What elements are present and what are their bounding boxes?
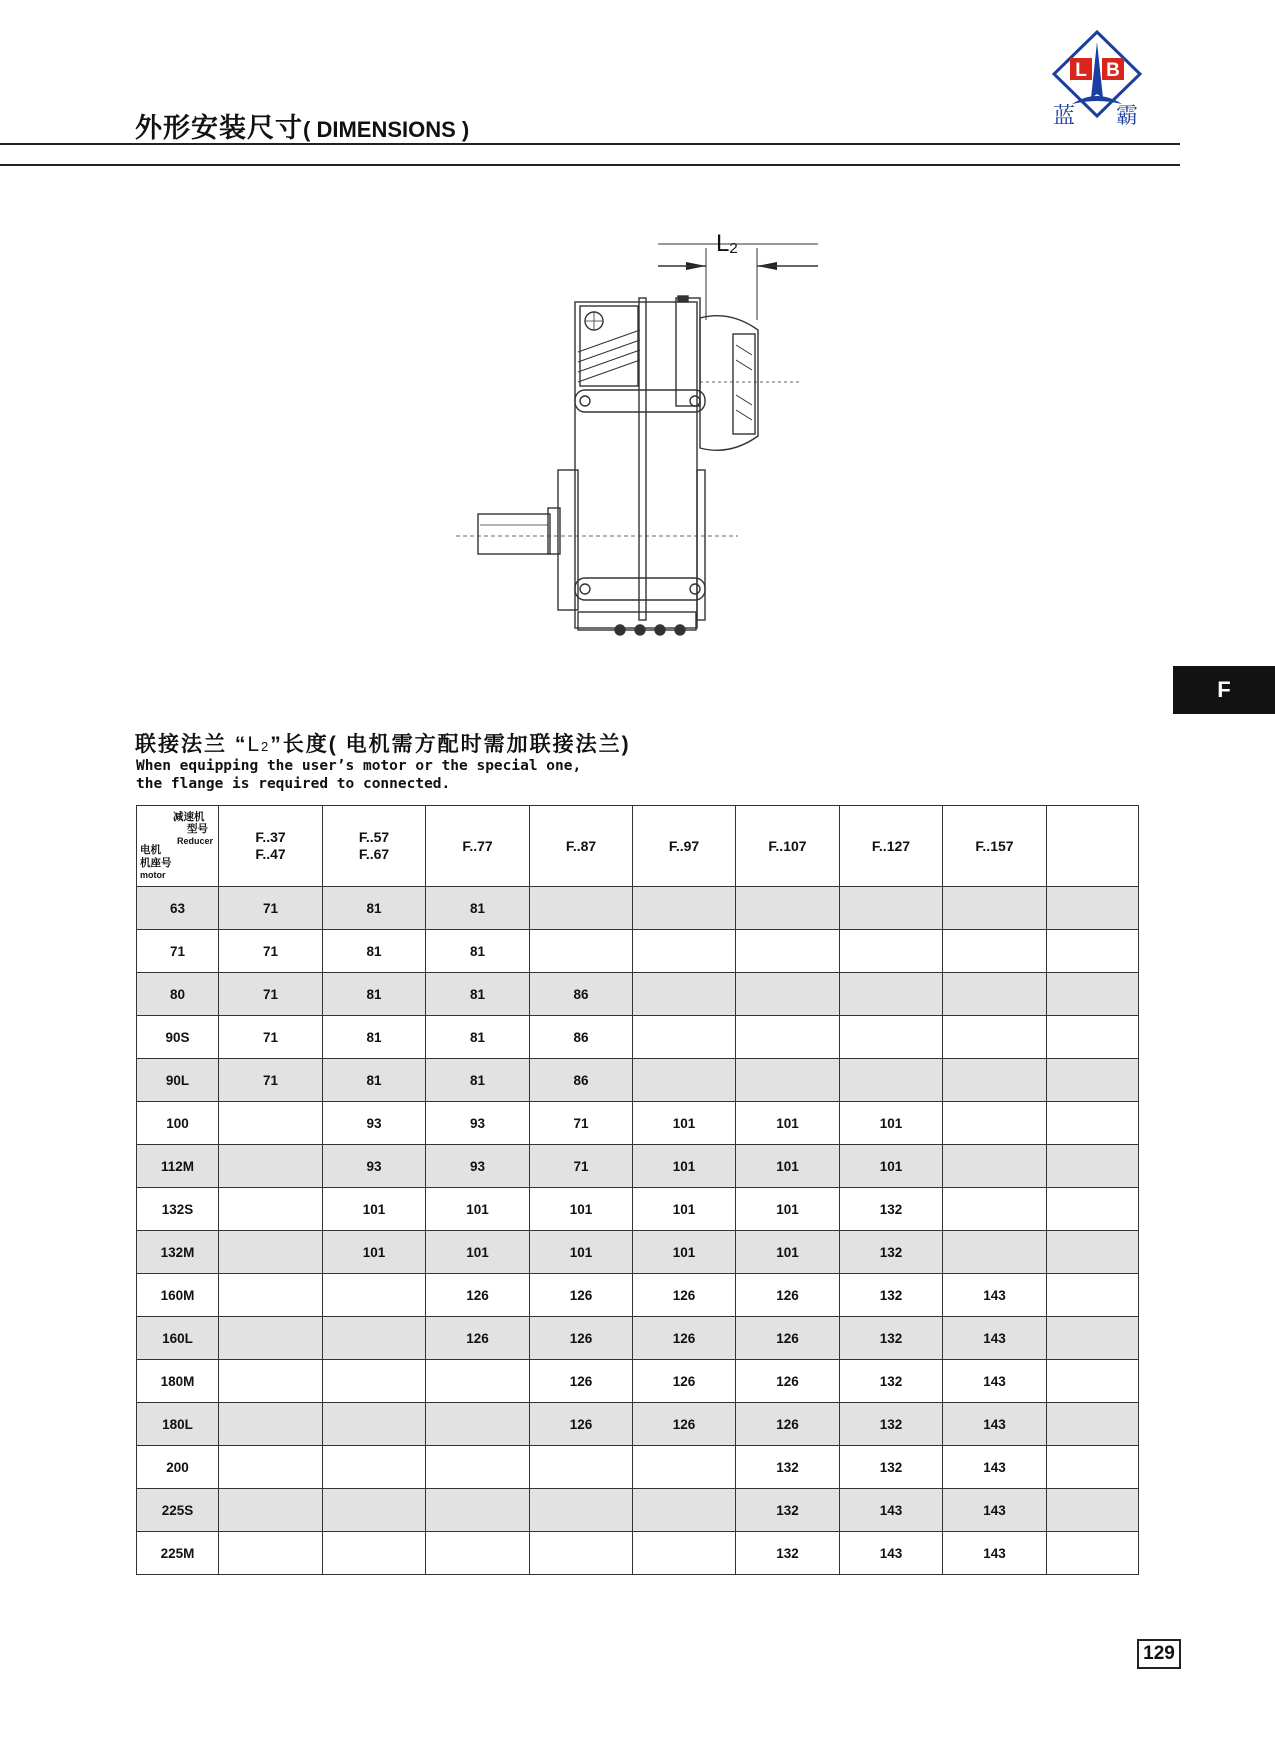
l2-value-cell: 71 <box>219 1059 323 1102</box>
l2-value-cell <box>736 887 840 930</box>
table-row <box>137 1102 1139 1145</box>
l2-value-cell: 101 <box>736 1188 840 1231</box>
l2-value-cell: 101 <box>736 1231 840 1274</box>
page-number: 129 <box>1137 1639 1181 1669</box>
column-header-line: F..77 <box>462 837 493 854</box>
l2-value-cell: 132 <box>736 1489 840 1532</box>
l2-value-cell: 71 <box>219 887 323 930</box>
flange-length-table <box>136 805 1139 1575</box>
l2-value-cell <box>943 930 1047 973</box>
l2-value-cell <box>219 1317 323 1360</box>
l2-value-cell: 101 <box>736 1102 840 1145</box>
l2-value-cell: 132 <box>840 1188 943 1231</box>
l2-value-cell <box>530 887 633 930</box>
l2-value-cell: 101 <box>426 1188 530 1231</box>
caption-en-line1: When equipping the user’s motor or the special one, <box>136 758 582 774</box>
l2-value-cell: 126 <box>633 1317 736 1360</box>
motor-flange <box>700 316 800 451</box>
table-row <box>137 1016 1139 1059</box>
l2-value-cell: 143 <box>943 1360 1047 1403</box>
corner-cell <box>137 806 219 887</box>
l2-value-cell: 126 <box>633 1274 736 1317</box>
header-rule-top <box>0 143 1180 145</box>
l2-value-cell <box>219 1360 323 1403</box>
table-header-row <box>137 806 1139 887</box>
table-row <box>137 1188 1139 1231</box>
l2-value-cell: 81 <box>323 1016 426 1059</box>
l2-value-cell <box>219 1489 323 1532</box>
l2-value-cell: 86 <box>530 1016 633 1059</box>
l2-value-cell <box>633 1446 736 1489</box>
l2-value-cell: 81 <box>323 930 426 973</box>
l2-value-cell <box>736 1016 840 1059</box>
l2-value-cell <box>323 1403 426 1446</box>
table-row <box>137 1231 1139 1274</box>
caption-cn: 联接法兰 “L2”长度( 电机需方配时需加联接法兰) <box>135 733 631 756</box>
l2-value-cell: 71 <box>530 1145 633 1188</box>
l2-value-cell: 101 <box>840 1145 943 1188</box>
l2-value-cell <box>426 1360 530 1403</box>
l2-value-cell <box>1047 1446 1139 1489</box>
column-header-line: F..57 <box>358 829 390 845</box>
corner-reducer-cn1: 减速机 <box>173 811 205 823</box>
l2-value-cell <box>219 1188 323 1231</box>
l2-value-cell: 143 <box>943 1532 1047 1575</box>
motor-frame-cell: 180M <box>137 1360 219 1403</box>
l2-value-cell <box>633 887 736 930</box>
logo-letter-l: L <box>1075 60 1087 81</box>
l2-value-cell <box>1047 1489 1139 1532</box>
l2-value-cell <box>1047 1145 1139 1188</box>
l2-value-cell: 143 <box>840 1532 943 1575</box>
table-row <box>137 1317 1139 1360</box>
page-title <box>135 106 469 145</box>
column-header-line: F..97 <box>668 837 700 854</box>
l2-value-cell <box>323 1317 426 1360</box>
column-header <box>736 806 840 887</box>
l2-value-cell <box>1047 1317 1139 1360</box>
l2-value-cell <box>943 1102 1047 1145</box>
column-header-line: F..107 <box>768 837 807 854</box>
l2-value-cell: 101 <box>530 1188 633 1231</box>
l2-value-cell: 143 <box>943 1317 1047 1360</box>
l2-value-cell <box>530 1446 633 1489</box>
l2-value-cell: 126 <box>736 1274 840 1317</box>
table-body <box>137 887 1139 1575</box>
base-feet <box>578 612 696 635</box>
motor-frame-cell: 132M <box>137 1231 219 1274</box>
l2-value-cell: 126 <box>633 1360 736 1403</box>
l2-value-cell: 101 <box>633 1145 736 1188</box>
l2-value-cell: 71 <box>219 973 323 1016</box>
l2-value-cell <box>943 1059 1047 1102</box>
l2-value-cell: 126 <box>426 1274 530 1317</box>
l2-value-cell: 132 <box>736 1446 840 1489</box>
section-tab-f: F <box>1173 666 1275 714</box>
l2-value-cell <box>633 1489 736 1532</box>
l2-value-cell <box>530 1489 633 1532</box>
motor-frame-cell: 225M <box>137 1532 219 1575</box>
l2-value-cell: 81 <box>426 1059 530 1102</box>
l2-value-cell: 126 <box>736 1360 840 1403</box>
l2-value-cell: 143 <box>943 1274 1047 1317</box>
l2-value-cell: 101 <box>633 1231 736 1274</box>
l2-value-cell: 143 <box>840 1489 943 1532</box>
l2-value-cell <box>1047 1360 1139 1403</box>
l2-value-cell <box>219 1145 323 1188</box>
l2-value-cell: 81 <box>426 1016 530 1059</box>
l2-value-cell <box>943 1231 1047 1274</box>
motor-frame-cell: 63 <box>137 887 219 930</box>
motor-frame-cell: 160L <box>137 1317 219 1360</box>
l2-value-cell <box>219 1532 323 1575</box>
l2-value-cell: 81 <box>323 973 426 1016</box>
l2-value-cell <box>736 973 840 1016</box>
l2-value-cell <box>219 1231 323 1274</box>
l2-value-cell <box>1047 1016 1139 1059</box>
l2-value-cell <box>219 1102 323 1145</box>
l2-value-cell: 101 <box>736 1145 840 1188</box>
l2-value-cell <box>633 1016 736 1059</box>
motor-frame-cell: 132S <box>137 1188 219 1231</box>
l2-value-cell: 101 <box>426 1231 530 1274</box>
l2-value-cell <box>323 1489 426 1532</box>
column-header <box>530 806 633 887</box>
column-header <box>633 806 736 887</box>
l2-value-cell <box>943 887 1047 930</box>
clamp-bars <box>575 390 705 600</box>
l2-value-cell: 93 <box>323 1145 426 1188</box>
motor-frame-cell: 90L <box>137 1059 219 1102</box>
l2-value-cell <box>323 1446 426 1489</box>
l2-value-cell <box>219 1274 323 1317</box>
l2-value-cell: 93 <box>323 1102 426 1145</box>
l2-value-cell <box>1047 887 1139 930</box>
column-header <box>219 806 323 887</box>
l2-value-cell <box>736 1059 840 1102</box>
l2-value-cell <box>1047 1532 1139 1575</box>
l2-value-cell: 143 <box>943 1403 1047 1446</box>
l2-value-cell <box>633 973 736 1016</box>
l2-value-cell: 101 <box>633 1188 736 1231</box>
l2-value-cell: 101 <box>840 1102 943 1145</box>
motor-frame-cell: 100 <box>137 1102 219 1145</box>
table-row <box>137 1360 1139 1403</box>
l2-value-cell: 143 <box>943 1489 1047 1532</box>
column-header-line: F..157 <box>975 837 1014 854</box>
l2-value-cell: 81 <box>426 887 530 930</box>
column-header-line: F..37 <box>255 829 286 845</box>
l2-value-cell <box>1047 1188 1139 1231</box>
motor-frame-cell: 225S <box>137 1489 219 1532</box>
header-rule-bottom <box>0 164 1180 166</box>
output-shaft <box>456 470 738 620</box>
l2-value-cell: 101 <box>323 1231 426 1274</box>
l2-value-cell <box>943 1188 1047 1231</box>
logo-char-ba: 霸 <box>1116 104 1139 129</box>
l2-value-cell: 132 <box>840 1317 943 1360</box>
l2-label: L2 <box>716 230 738 257</box>
logo-char-lan: 蓝 <box>1053 104 1076 129</box>
table-row <box>137 1446 1139 1489</box>
l2-value-cell <box>426 1403 530 1446</box>
reducer-drawing <box>440 218 840 638</box>
motor-frame-cell: 80 <box>137 973 219 1016</box>
l2-value-cell: 126 <box>633 1403 736 1446</box>
l2-value-cell <box>840 887 943 930</box>
l2-value-cell: 126 <box>530 1317 633 1360</box>
l2-value-cell: 81 <box>426 930 530 973</box>
motor-frame-cell: 180L <box>137 1403 219 1446</box>
l2-value-cell <box>943 1016 1047 1059</box>
motor-frame-cell: 200 <box>137 1446 219 1489</box>
l2-value-cell <box>840 1016 943 1059</box>
column-header <box>1047 806 1139 887</box>
l2-value-cell <box>736 930 840 973</box>
corner-motor-cn2: 机座号 <box>140 857 172 869</box>
l2-value-cell <box>323 1532 426 1575</box>
l2-value-cell: 132 <box>840 1274 943 1317</box>
l2-value-cell <box>943 1145 1047 1188</box>
title-cn: 外形安装尺寸 <box>135 113 303 143</box>
l2-value-cell <box>943 973 1047 1016</box>
caption-en-line2: the flange is required to connected. <box>136 776 451 792</box>
l2-value-cell <box>426 1532 530 1575</box>
l2-value-cell: 86 <box>530 973 633 1016</box>
l2-value-cell <box>840 973 943 1016</box>
column-header-line: F..87 <box>565 837 597 854</box>
motor-frame-cell: 160M <box>137 1274 219 1317</box>
table-row <box>137 1145 1139 1188</box>
l2-value-cell <box>323 1360 426 1403</box>
l2-value-cell <box>1047 1059 1139 1102</box>
column-header <box>840 806 943 887</box>
l2-value-cell: 86 <box>530 1059 633 1102</box>
corner-reducer-en: Reducer <box>177 836 214 846</box>
l2-value-cell <box>426 1489 530 1532</box>
l2-value-cell: 126 <box>530 1403 633 1446</box>
corner-motor-cn1: 电机 <box>140 844 161 856</box>
l2-value-cell: 126 <box>736 1317 840 1360</box>
l2-value-cell: 132 <box>840 1231 943 1274</box>
table-row <box>137 1059 1139 1102</box>
table-row <box>137 1489 1139 1532</box>
l2-value-cell: 126 <box>426 1317 530 1360</box>
l2-value-cell: 71 <box>219 1016 323 1059</box>
column-header-line: F..47 <box>255 846 286 862</box>
table-row <box>137 1403 1139 1446</box>
l2-value-cell: 126 <box>530 1274 633 1317</box>
motor-frame-cell: 90S <box>137 1016 219 1059</box>
l2-value-cell <box>1047 1231 1139 1274</box>
l2-value-cell: 81 <box>323 1059 426 1102</box>
l2-value-cell <box>530 1532 633 1575</box>
l2-dimension <box>658 244 818 320</box>
l2-value-cell: 143 <box>943 1446 1047 1489</box>
l2-value-cell <box>1047 1403 1139 1446</box>
l2-value-cell: 71 <box>530 1102 633 1145</box>
l2-value-cell: 126 <box>736 1403 840 1446</box>
table-row <box>137 1274 1139 1317</box>
l2-value-cell: 126 <box>530 1360 633 1403</box>
l2-value-cell <box>633 1059 736 1102</box>
column-header <box>943 806 1047 887</box>
l2-value-cell <box>840 930 943 973</box>
l2-value-cell: 81 <box>323 887 426 930</box>
l2-value-cell: 101 <box>633 1102 736 1145</box>
l2-value-cell: 101 <box>530 1231 633 1274</box>
l2-value-cell: 132 <box>840 1446 943 1489</box>
motor-frame-cell: 71 <box>137 930 219 973</box>
l2-value-cell <box>1047 973 1139 1016</box>
table-row <box>137 887 1139 930</box>
l2-value-cell: 71 <box>219 930 323 973</box>
corner-motor-en: motor <box>140 870 166 880</box>
l2-value-cell <box>633 930 736 973</box>
l2-value-cell <box>633 1532 736 1575</box>
l2-value-cell <box>840 1059 943 1102</box>
l2-value-cell <box>1047 1102 1139 1145</box>
table-row <box>137 973 1139 1016</box>
l2-value-cell: 93 <box>426 1145 530 1188</box>
l2-value-cell <box>219 1446 323 1489</box>
l2-value-cell: 132 <box>840 1403 943 1446</box>
column-header <box>323 806 426 887</box>
l2-value-cell: 132 <box>736 1532 840 1575</box>
motor-frame-cell: 112M <box>137 1145 219 1188</box>
l2-value-cell: 93 <box>426 1102 530 1145</box>
logo-letter-b: B <box>1106 60 1120 81</box>
title-en: ( DIMENSIONS ) <box>303 117 470 142</box>
l2-value-cell: 81 <box>426 973 530 1016</box>
l2-value-cell: 132 <box>840 1360 943 1403</box>
l2-value-cell <box>219 1403 323 1446</box>
column-header-line: F..67 <box>358 846 390 862</box>
column-header <box>426 806 530 887</box>
corner-reducer-cn2: 型号 <box>187 823 208 835</box>
l2-value-cell <box>530 930 633 973</box>
l2-value-cell <box>426 1446 530 1489</box>
table-row <box>137 1532 1139 1575</box>
table-row <box>137 930 1139 973</box>
l2-value-cell: 101 <box>323 1188 426 1231</box>
l2-value-cell <box>1047 1274 1139 1317</box>
l2-value-cell <box>1047 930 1139 973</box>
column-header-line: F..127 <box>871 837 911 854</box>
l2-value-cell <box>323 1274 426 1317</box>
